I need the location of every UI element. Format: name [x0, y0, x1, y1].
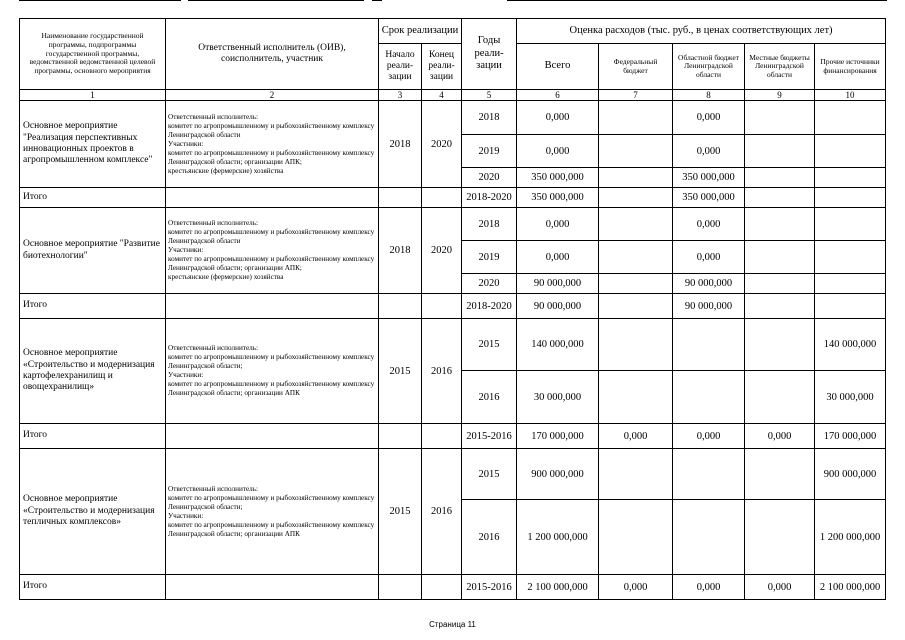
header-other: Прочие источники финансирования [815, 44, 886, 90]
federal-cell [599, 274, 673, 294]
total-cell: 900 000,000 [517, 449, 599, 500]
summary-federal: 0,000 [599, 424, 673, 449]
empty-cell [422, 294, 462, 319]
executor-line: крестьянские (фермерские) хозяйства [168, 166, 284, 175]
activity-name: Основное мероприятие «Строительство и модернизация картофелехранилищ и овощехранилищ» [20, 319, 166, 424]
executor-line: комитет по агропромышленному и рыбохозяйственному комплексу Ленинградской области; организации АПК [168, 520, 375, 538]
summary-other [815, 294, 886, 319]
header-costs: Оценка расходов (тыс. руб., в ценах соответствующих лет) [517, 19, 886, 44]
summary-years: 2018-2020 [462, 188, 517, 208]
executor-line: Ответственный исполнитель: [168, 344, 258, 352]
regional-cell [673, 319, 745, 371]
header-start: Начало реали-зации [379, 44, 422, 90]
total-cell: 0,000 [517, 241, 599, 274]
summary-regional: 0,000 [673, 424, 745, 449]
activity-name: Основное мероприятие "Развитие биотехнологии" [20, 208, 166, 294]
summary-total: 90 000,000 [517, 294, 599, 319]
local-cell [745, 168, 815, 188]
header-name: Наименование государственной программы, подпрограммы государственной программы, ведомственной ведомственной целевой программы, основного мероприятия [20, 19, 166, 90]
summary-regional: 0,000 [673, 575, 745, 600]
federal-cell [599, 319, 673, 371]
summary-label: Итого [20, 575, 166, 600]
start-year: 2015 [379, 319, 422, 424]
summary-regional: 350 000,000 [673, 188, 745, 208]
summary-local: 0,000 [745, 575, 815, 600]
federal-cell [599, 449, 673, 500]
regional-cell: 0,000 [673, 135, 745, 168]
page-top-border [0, 0, 905, 2]
summary-federal: 0,000 [599, 575, 673, 600]
summary-years: 2015-2016 [462, 575, 517, 600]
summary-other [815, 188, 886, 208]
header-executor: Ответственный исполнитель (ОИВ), соисполнитель, участник [166, 19, 379, 90]
summary-row [20, 424, 886, 449]
year-cell: 2015 [462, 449, 517, 500]
header-years: Годы реали-зации [462, 19, 517, 90]
other-cell: 140 000,000 [815, 319, 886, 371]
year-cell: 2015 [462, 319, 517, 371]
summary-years: 2015-2016 [462, 424, 517, 449]
local-cell [745, 241, 815, 274]
page-number: Страница 11 [429, 620, 476, 629]
empty-cell [379, 294, 422, 319]
executor-line: комитет по агропромышленному и рыбохозяйственному комплексу Ленинградской области; [168, 353, 375, 370]
executor-line: Ответственный исполнитель: [168, 112, 258, 121]
local-cell [745, 500, 815, 575]
summary-local [745, 294, 815, 319]
total-cell: 1 200 000,000 [517, 500, 599, 575]
executor-line: Участники: [168, 511, 204, 520]
year-cell: 2020 [462, 274, 517, 294]
summary-other: 170 000,000 [815, 424, 886, 449]
header-local: Местные бюджеты Ленинградской области [745, 44, 815, 90]
federal-cell [599, 168, 673, 188]
other-cell: 900 000,000 [815, 449, 886, 500]
column-number: 9 [745, 90, 815, 101]
empty-cell [166, 294, 379, 319]
empty-cell [379, 188, 422, 208]
executor-cell [166, 319, 379, 424]
year-cell: 2019 [462, 241, 517, 274]
empty-cell [422, 575, 462, 600]
expenses-table [19, 18, 886, 600]
regional-cell: 350 000,000 [673, 168, 745, 188]
executor-cell [166, 101, 379, 188]
start-year: 2018 [379, 101, 422, 188]
year-cell: 2019 [462, 135, 517, 168]
start-year: 2018 [379, 208, 422, 294]
start-year: 2015 [379, 449, 422, 575]
year-cell: 2018 [462, 101, 517, 135]
summary-total: 2 100 000,000 [517, 575, 599, 600]
table-row [20, 208, 886, 241]
header-end: Конец реали-зации [422, 44, 462, 90]
header-period: Срок реализации [379, 19, 462, 44]
other-cell [815, 241, 886, 274]
column-number: 5 [462, 90, 517, 101]
summary-total: 170 000,000 [517, 424, 599, 449]
executor-line: Участники: [168, 371, 204, 379]
empty-cell [379, 575, 422, 600]
column-number: 10 [815, 90, 886, 101]
total-cell: 0,000 [517, 208, 599, 241]
executor-cell [166, 208, 379, 294]
end-year: 2020 [422, 208, 462, 294]
column-number: 1 [20, 90, 166, 101]
summary-total: 350 000,000 [517, 188, 599, 208]
summary-row [20, 575, 886, 600]
executor-line: крестьянские (фермерские) хозяйства [168, 273, 284, 281]
total-cell: 90 000,000 [517, 274, 599, 294]
federal-cell [599, 208, 673, 241]
activity-name: Основное мероприятие «Строительство и модернизация тепличных комплексов» [20, 449, 166, 575]
summary-label: Итого [20, 424, 166, 449]
table-row [20, 449, 886, 500]
local-cell [745, 449, 815, 500]
end-year: 2016 [422, 319, 462, 424]
total-cell: 0,000 [517, 101, 599, 135]
other-cell [815, 135, 886, 168]
regional-cell [673, 500, 745, 575]
regional-cell [673, 371, 745, 424]
column-number: 4 [422, 90, 462, 101]
executor-line: комитет по агропромышленному и рыбохозяйственному комплексу Ленинградской области; организации АПК; [168, 148, 375, 166]
summary-regional: 90 000,000 [673, 294, 745, 319]
local-cell [745, 208, 815, 241]
empty-cell [166, 424, 379, 449]
summary-years: 2018-2020 [462, 294, 517, 319]
federal-cell [599, 101, 673, 135]
column-number-row [20, 90, 886, 101]
regional-cell: 0,000 [673, 101, 745, 135]
federal-cell [599, 500, 673, 575]
empty-cell [379, 424, 422, 449]
summary-federal [599, 294, 673, 319]
summary-row [20, 188, 886, 208]
summary-label: Итого [20, 294, 166, 319]
summary-row [20, 294, 886, 319]
executor-line: Ответственный исполнитель: [168, 219, 258, 227]
header-total: Всего [517, 44, 599, 90]
year-cell: 2016 [462, 500, 517, 575]
year-cell: 2020 [462, 168, 517, 188]
year-cell: 2016 [462, 371, 517, 424]
total-cell: 30 000,000 [517, 371, 599, 424]
federal-cell [599, 371, 673, 424]
end-year: 2016 [422, 449, 462, 575]
other-cell [815, 274, 886, 294]
executor-cell [166, 449, 379, 575]
year-cell: 2018 [462, 208, 517, 241]
executor-line: Участники: [168, 139, 204, 148]
empty-cell [422, 424, 462, 449]
empty-cell [166, 188, 379, 208]
summary-local: 0,000 [745, 424, 815, 449]
column-number: 2 [166, 90, 379, 101]
empty-cell [166, 575, 379, 600]
table-row [20, 319, 886, 371]
regional-cell: 0,000 [673, 241, 745, 274]
local-cell [745, 274, 815, 294]
summary-label: Итого [20, 188, 166, 208]
regional-cell [673, 449, 745, 500]
executor-line: Ответственный исполнитель: [168, 484, 258, 493]
end-year: 2020 [422, 101, 462, 188]
total-cell: 350 000,000 [517, 168, 599, 188]
header-regional: Областной бюджет Ленинградской области [673, 44, 745, 90]
executor-line: комитет по агропромышленному и рыбохозяйственному комплексу Ленинградской области; организации АПК [168, 380, 375, 397]
column-number: 3 [379, 90, 422, 101]
executor-line: комитет по агропромышленному и рыбохозяйственному комплексу Ленинградской области; организации АПК; [168, 255, 375, 272]
summary-other: 2 100 000,000 [815, 575, 886, 600]
column-number: 6 [517, 90, 599, 101]
column-number: 8 [673, 90, 745, 101]
regional-cell: 90 000,000 [673, 274, 745, 294]
federal-cell [599, 241, 673, 274]
other-cell: 30 000,000 [815, 371, 886, 424]
empty-cell [422, 188, 462, 208]
executor-line: Участники: [168, 246, 204, 254]
summary-federal [599, 188, 673, 208]
header-federal: Федеральный бюджет [599, 44, 673, 90]
column-number: 7 [599, 90, 673, 101]
local-cell [745, 371, 815, 424]
total-cell: 0,000 [517, 135, 599, 168]
activity-name: Основное мероприятие "Реализация перспективных инновационных проектов в агропромышленном комплексе" [20, 101, 166, 188]
executor-line: комитет по агропромышленному и рыбохозяйственному комплексу Ленинградской области; [168, 493, 375, 511]
local-cell [745, 319, 815, 371]
federal-cell [599, 135, 673, 168]
table-row [20, 101, 886, 135]
total-cell: 140 000,000 [517, 319, 599, 371]
local-cell [745, 135, 815, 168]
other-cell: 1 200 000,000 [815, 500, 886, 575]
executor-line: комитет по агропромышленному и рыбохозяйственному комплексу Ленинградской области [168, 121, 375, 139]
regional-cell: 0,000 [673, 208, 745, 241]
local-cell [745, 101, 815, 135]
other-cell [815, 208, 886, 241]
executor-line: комитет по агропромышленному и рыбохозяйственному комплексу Ленинградской области [168, 228, 375, 245]
summary-local [745, 188, 815, 208]
other-cell [815, 168, 886, 188]
other-cell [815, 101, 886, 135]
